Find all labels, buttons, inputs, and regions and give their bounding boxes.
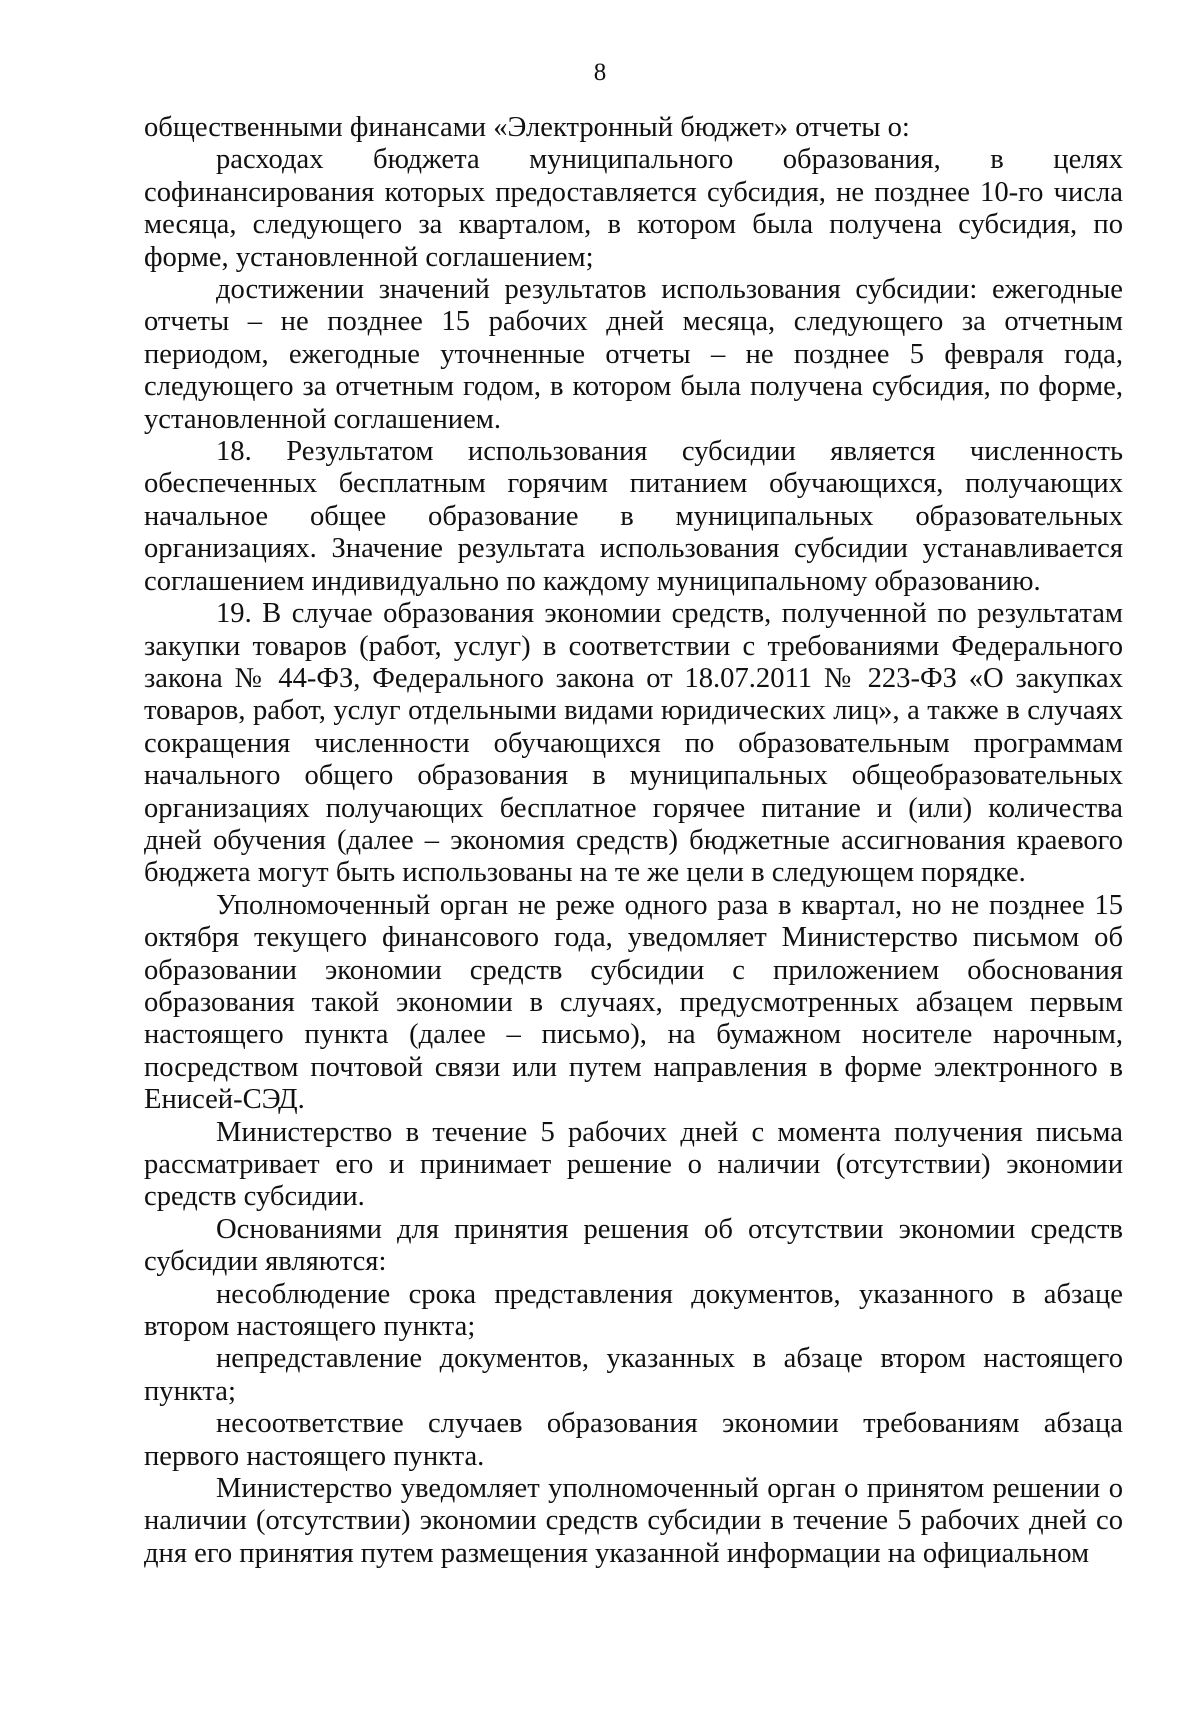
paragraph-12: Министерство уведомляет уполномоченный орган о принятом решении о наличии (отсутствии) экономии средств субсидии в течение 5 рабочих дней со дня его принятия путем размещения указанной информации на официальном <box>144 1473 1123 1569</box>
paragraph-6: Уполномоченный орган не реже одного раза в квартал, но не позднее 15 октября текущего финансового года, уведомляет Министерство письмом об образовании экономии средств субсидии с приложением обоснования образования такой экономии в случаях, предусмотренных абзацем первым настоящего пункта (далее – письмо), на бумажном носителе нарочным, посредством почтовой связи или путем направления в форме электронного в Енисей-СЭД. <box>144 889 1123 1116</box>
paragraph-2: расходах бюджета муниципального образования, в целях софинансирования которых предоставляется субсидия, не позднее 10-го числа месяца, следующего за кварталом, в котором была получена субсидия, по форме, установленной соглашением; <box>144 144 1123 273</box>
paragraph-11: несоответствие случаев образования экономии требованиям абзаца первого настоящего пункта. <box>144 1408 1123 1472</box>
paragraph-3: достижении значений результатов использования субсидии: ежегодные отчеты – не позднее 15 рабочих дней месяца, следующего за отчетным периодом, ежегодные уточненные отчеты – не позднее 5 февраля года, следующего за отчетным годом, в котором была получена субсидия, по форме, установленной соглашением. <box>144 274 1123 435</box>
paragraph-9: несоблюдение срока представления документов, указанного в абзаце втором настоящего пункта; <box>144 1278 1123 1343</box>
paragraph-10: непредставление документов, указанных в абзаце втором настоящего пункта; <box>144 1343 1123 1407</box>
paragraph-8: Основаниями для принятия решения об отсутствии экономии средств субсидии являются: <box>144 1213 1123 1278</box>
paragraph-1: общественными финансами «Электронный бюджет» отчеты о: <box>144 112 910 143</box>
document-body <box>144 112 1123 1570</box>
paragraph-7: Министерство в течение 5 рабочих дней с момента получения письма рассматривает его и принимает решение о наличии (отсутствии) экономии средств субсидии. <box>144 1116 1123 1213</box>
paragraph-4: 18. Результатом использования субсидии является численность обеспеченных бесплатным горячим питанием обучающихся, получающих начальное общее образование в муниципальных образовательных организациях. Значение результата использования субсидии устанавливается соглашением индивидуально по каждому муниципальному образованию. <box>144 436 1123 597</box>
page-number: 8 <box>593 59 607 86</box>
paragraph-5: 19. В случае образования экономии средств, полученной по результатам закупки товаров (работ, услуг) в соответствии с требованиями Федерального закона № 44-ФЗ, Федерального закона от 18.07.2011 № 223-ФЗ «О закупках товаров, работ, услуг отдельными видами юридических лиц», а также в случаях сокращения численности обучающихся по образовательным программам начального общего образования в муниципальных общеобразовательных организациях получающих бесплатное горячее питание и (или) количества дней обучения (далее – экономия средств) бюджетные ассигнования краевого бюджета могут быть использованы на те же цели в следующем порядке. <box>144 598 1123 889</box>
